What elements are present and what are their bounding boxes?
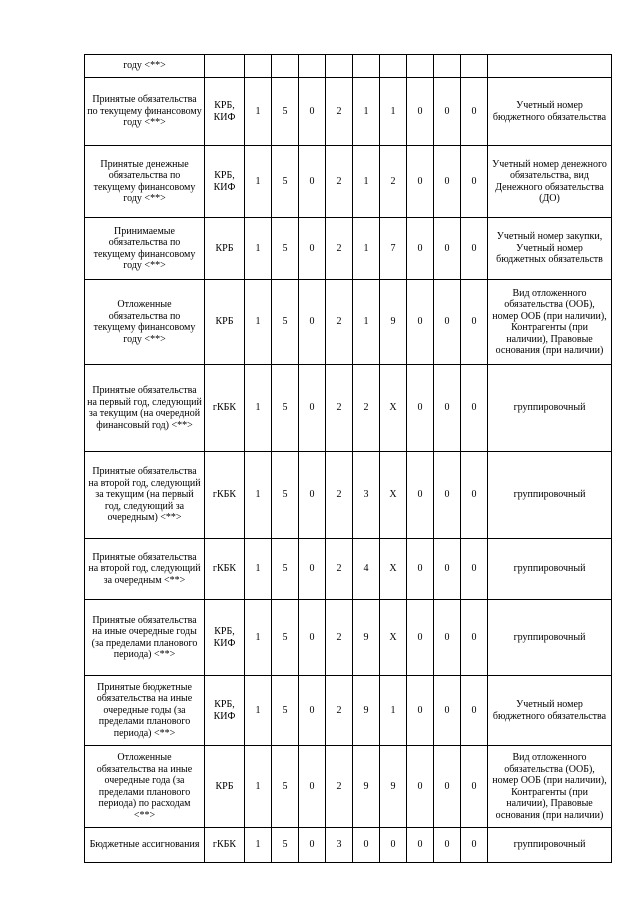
analytics-note-cell: Вид отложенного обязательства (ООБ), номер ООБ (при наличии), Контрагенты (при наличии), Правовые основания (при наличии) [488, 280, 612, 365]
table-row [85, 746, 612, 828]
account-digit-cell: 1 [245, 676, 272, 746]
analytics-code-cell: КРБ [205, 746, 245, 828]
account-digit-cell: 3 [353, 452, 380, 539]
account-digit-cell: 0 [299, 365, 326, 452]
account-digit-cell [353, 55, 380, 78]
account-digit-cell: 0 [299, 78, 326, 146]
account-digit-cell: 0 [407, 218, 434, 280]
analytics-note-cell: группировочный [488, 539, 612, 600]
table-row [85, 218, 612, 280]
table-row [85, 828, 612, 863]
account-digit-cell: 1 [245, 146, 272, 218]
account-digit-cell: 0 [407, 78, 434, 146]
account-name-cell: Принятые бюджетные обязательства на иные очередные годы (за пределами планового периода) <**> [85, 676, 205, 746]
account-digit-cell: 0 [434, 746, 461, 828]
account-digit-cell: 1 [245, 280, 272, 365]
account-digit-cell: 5 [272, 828, 299, 863]
analytics-code-cell: КРБ, КИФ [205, 146, 245, 218]
analytics-note-cell: группировочный [488, 365, 612, 452]
account-digit-cell: 5 [272, 78, 299, 146]
account-digit-cell: 2 [326, 676, 353, 746]
analytics-note-cell: Учетный номер бюджетного обязательства [488, 676, 612, 746]
account-digit-cell: 9 [380, 280, 407, 365]
account-digit-cell: 0 [353, 828, 380, 863]
account-digit-cell: 1 [245, 539, 272, 600]
account-digit-cell: 2 [380, 146, 407, 218]
account-digit-cell: 1 [245, 452, 272, 539]
account-digit-cell: 1 [353, 280, 380, 365]
account-name-cell: Принятые обязательства на второй год, следующий за очередным <**> [85, 539, 205, 600]
account-digit-cell: 2 [326, 146, 353, 218]
account-digit-cell: 5 [272, 539, 299, 600]
account-digit-cell: 1 [353, 78, 380, 146]
account-name-cell: Принятые обязательства на первый год, следующий за текущим (на очередной финансовый год) <**> [85, 365, 205, 452]
table-row [85, 676, 612, 746]
account-digit-cell: 0 [407, 828, 434, 863]
account-digit-cell [407, 55, 434, 78]
account-digit-cell: 0 [461, 365, 488, 452]
account-name-cell: Принимаемые обязательства по текущему финансовому году <**> [85, 218, 205, 280]
analytics-code-cell: гКБК [205, 539, 245, 600]
account-digit-cell: 0 [299, 146, 326, 218]
analytics-note-cell: Вид отложенного обязательства (ООБ), номер ООБ (при наличии), Контрагенты (при наличии), Правовые основания (при наличии) [488, 746, 612, 828]
account-digit-cell [299, 55, 326, 78]
account-digit-cell: 0 [407, 600, 434, 676]
account-digit-cell: 0 [434, 78, 461, 146]
account-digit-cell: 5 [272, 452, 299, 539]
account-name-cell: Принятые денежные обязательства по текущему финансовому году <**> [85, 146, 205, 218]
account-digit-cell: 2 [326, 539, 353, 600]
account-digit-cell: 0 [407, 146, 434, 218]
account-digit-cell [461, 55, 488, 78]
account-digit-cell: 0 [461, 539, 488, 600]
account-digit-cell: 0 [461, 746, 488, 828]
account-digit-cell: 1 [245, 218, 272, 280]
account-digit-cell: 2 [326, 78, 353, 146]
account-digit-cell: 1 [353, 146, 380, 218]
account-digit-cell: 5 [272, 280, 299, 365]
account-digit-cell: 7 [380, 218, 407, 280]
analytics-code-cell: КРБ, КИФ [205, 600, 245, 676]
account-digit-cell: 0 [434, 218, 461, 280]
analytics-code-cell: КРБ [205, 218, 245, 280]
account-digit-cell: 0 [461, 452, 488, 539]
account-digit-cell: 9 [380, 746, 407, 828]
account-digit-cell: X [380, 539, 407, 600]
account-digit-cell: 1 [245, 600, 272, 676]
analytics-note-cell: Учетный номер закупки, Учетный номер бюджетных обязательств [488, 218, 612, 280]
account-digit-cell: 2 [326, 452, 353, 539]
analytics-code-cell: КРБ, КИФ [205, 78, 245, 146]
account-name-cell: Отложенные обязательства по текущему финансовому году <**> [85, 280, 205, 365]
account-digit-cell: 1 [380, 676, 407, 746]
account-digit-cell: 1 [353, 218, 380, 280]
analytics-code-cell: гКБК [205, 452, 245, 539]
account-digit-cell: 0 [299, 600, 326, 676]
analytics-note-cell: группировочный [488, 452, 612, 539]
account-digit-cell: 1 [245, 365, 272, 452]
account-digit-cell: 0 [434, 676, 461, 746]
account-digit-cell: 0 [407, 539, 434, 600]
account-digit-cell: 0 [461, 676, 488, 746]
account-name-cell: Бюджетные ассигнования [85, 828, 205, 863]
account-digit-cell: 9 [353, 746, 380, 828]
account-digit-cell: X [380, 600, 407, 676]
account-digit-cell: 0 [299, 539, 326, 600]
account-digit-cell: 3 [326, 828, 353, 863]
accounts-table [84, 54, 612, 863]
account-digit-cell: 1 [245, 746, 272, 828]
account-digit-cell: 2 [326, 365, 353, 452]
account-digit-cell: 0 [434, 280, 461, 365]
account-digit-cell: 0 [407, 452, 434, 539]
analytics-code-cell: гКБК [205, 828, 245, 863]
account-digit-cell: 0 [434, 539, 461, 600]
analytics-note-cell [488, 55, 612, 78]
analytics-note-cell: Учетный номер денежного обязательства, вид Денежного обязательства (ДО) [488, 146, 612, 218]
account-digit-cell: 0 [407, 365, 434, 452]
accounts-table-body [85, 55, 612, 863]
analytics-note-cell: группировочный [488, 600, 612, 676]
account-digit-cell: 0 [434, 452, 461, 539]
account-digit-cell: 0 [299, 280, 326, 365]
account-digit-cell: 4 [353, 539, 380, 600]
account-digit-cell: 9 [353, 600, 380, 676]
account-digit-cell: X [380, 452, 407, 539]
analytics-note-cell: группировочный [488, 828, 612, 863]
account-digit-cell: 0 [380, 828, 407, 863]
account-digit-cell: 2 [326, 218, 353, 280]
table-row [85, 78, 612, 146]
table-row [85, 280, 612, 365]
table-row [85, 146, 612, 218]
account-digit-cell: 1 [380, 78, 407, 146]
account-digit-cell: 5 [272, 146, 299, 218]
analytics-code-cell: гКБК [205, 365, 245, 452]
account-name-cell: Отложенные обязательства на иные очередные года (за пределами планового периода) по расходам <**> [85, 746, 205, 828]
account-digit-cell: 0 [299, 828, 326, 863]
account-digit-cell: 2 [353, 365, 380, 452]
account-digit-cell: 0 [434, 365, 461, 452]
account-digit-cell [272, 55, 299, 78]
account-digit-cell: 0 [434, 828, 461, 863]
account-name-cell: году <**> [85, 55, 205, 78]
table-row [85, 452, 612, 539]
account-digit-cell: 0 [407, 280, 434, 365]
account-digit-cell: 0 [461, 828, 488, 863]
account-digit-cell: 0 [434, 146, 461, 218]
account-digit-cell: 5 [272, 600, 299, 676]
account-digit-cell: 0 [434, 600, 461, 676]
account-digit-cell: 0 [407, 676, 434, 746]
table-row [85, 55, 612, 78]
account-digit-cell: 0 [461, 78, 488, 146]
account-digit-cell: 2 [326, 280, 353, 365]
analytics-code-cell [205, 55, 245, 78]
account-name-cell: Принятые обязательства на второй год, следующий за текущим (на первый год, следующий за очередным) <**> [85, 452, 205, 539]
account-digit-cell: 1 [245, 828, 272, 863]
account-digit-cell: 0 [407, 746, 434, 828]
analytics-note-cell: Учетный номер бюджетного обязательства [488, 78, 612, 146]
account-digit-cell: 0 [299, 746, 326, 828]
account-digit-cell [380, 55, 407, 78]
account-digit-cell: 0 [299, 676, 326, 746]
account-digit-cell: 9 [353, 676, 380, 746]
account-digit-cell: 0 [461, 218, 488, 280]
account-digit-cell [326, 55, 353, 78]
account-digit-cell: 0 [299, 218, 326, 280]
account-digit-cell: 0 [299, 452, 326, 539]
account-digit-cell: 0 [461, 280, 488, 365]
account-digit-cell: 0 [461, 146, 488, 218]
account-digit-cell: 5 [272, 365, 299, 452]
account-digit-cell: 2 [326, 600, 353, 676]
account-digit-cell: 5 [272, 676, 299, 746]
account-digit-cell: 2 [326, 746, 353, 828]
account-digit-cell: 5 [272, 218, 299, 280]
account-digit-cell: 1 [245, 78, 272, 146]
account-name-cell: Принятые обязательства по текущему финансовому году <**> [85, 78, 205, 146]
table-row [85, 365, 612, 452]
table-row [85, 600, 612, 676]
account-digit-cell [434, 55, 461, 78]
account-digit-cell: 0 [461, 600, 488, 676]
analytics-code-cell: КРБ, КИФ [205, 676, 245, 746]
account-digit-cell: 5 [272, 746, 299, 828]
table-row [85, 539, 612, 600]
analytics-code-cell: КРБ [205, 280, 245, 365]
account-name-cell: Принятые обязательства на иные очередные годы (за пределами планового периода) <**> [85, 600, 205, 676]
account-digit-cell [245, 55, 272, 78]
account-digit-cell: X [380, 365, 407, 452]
